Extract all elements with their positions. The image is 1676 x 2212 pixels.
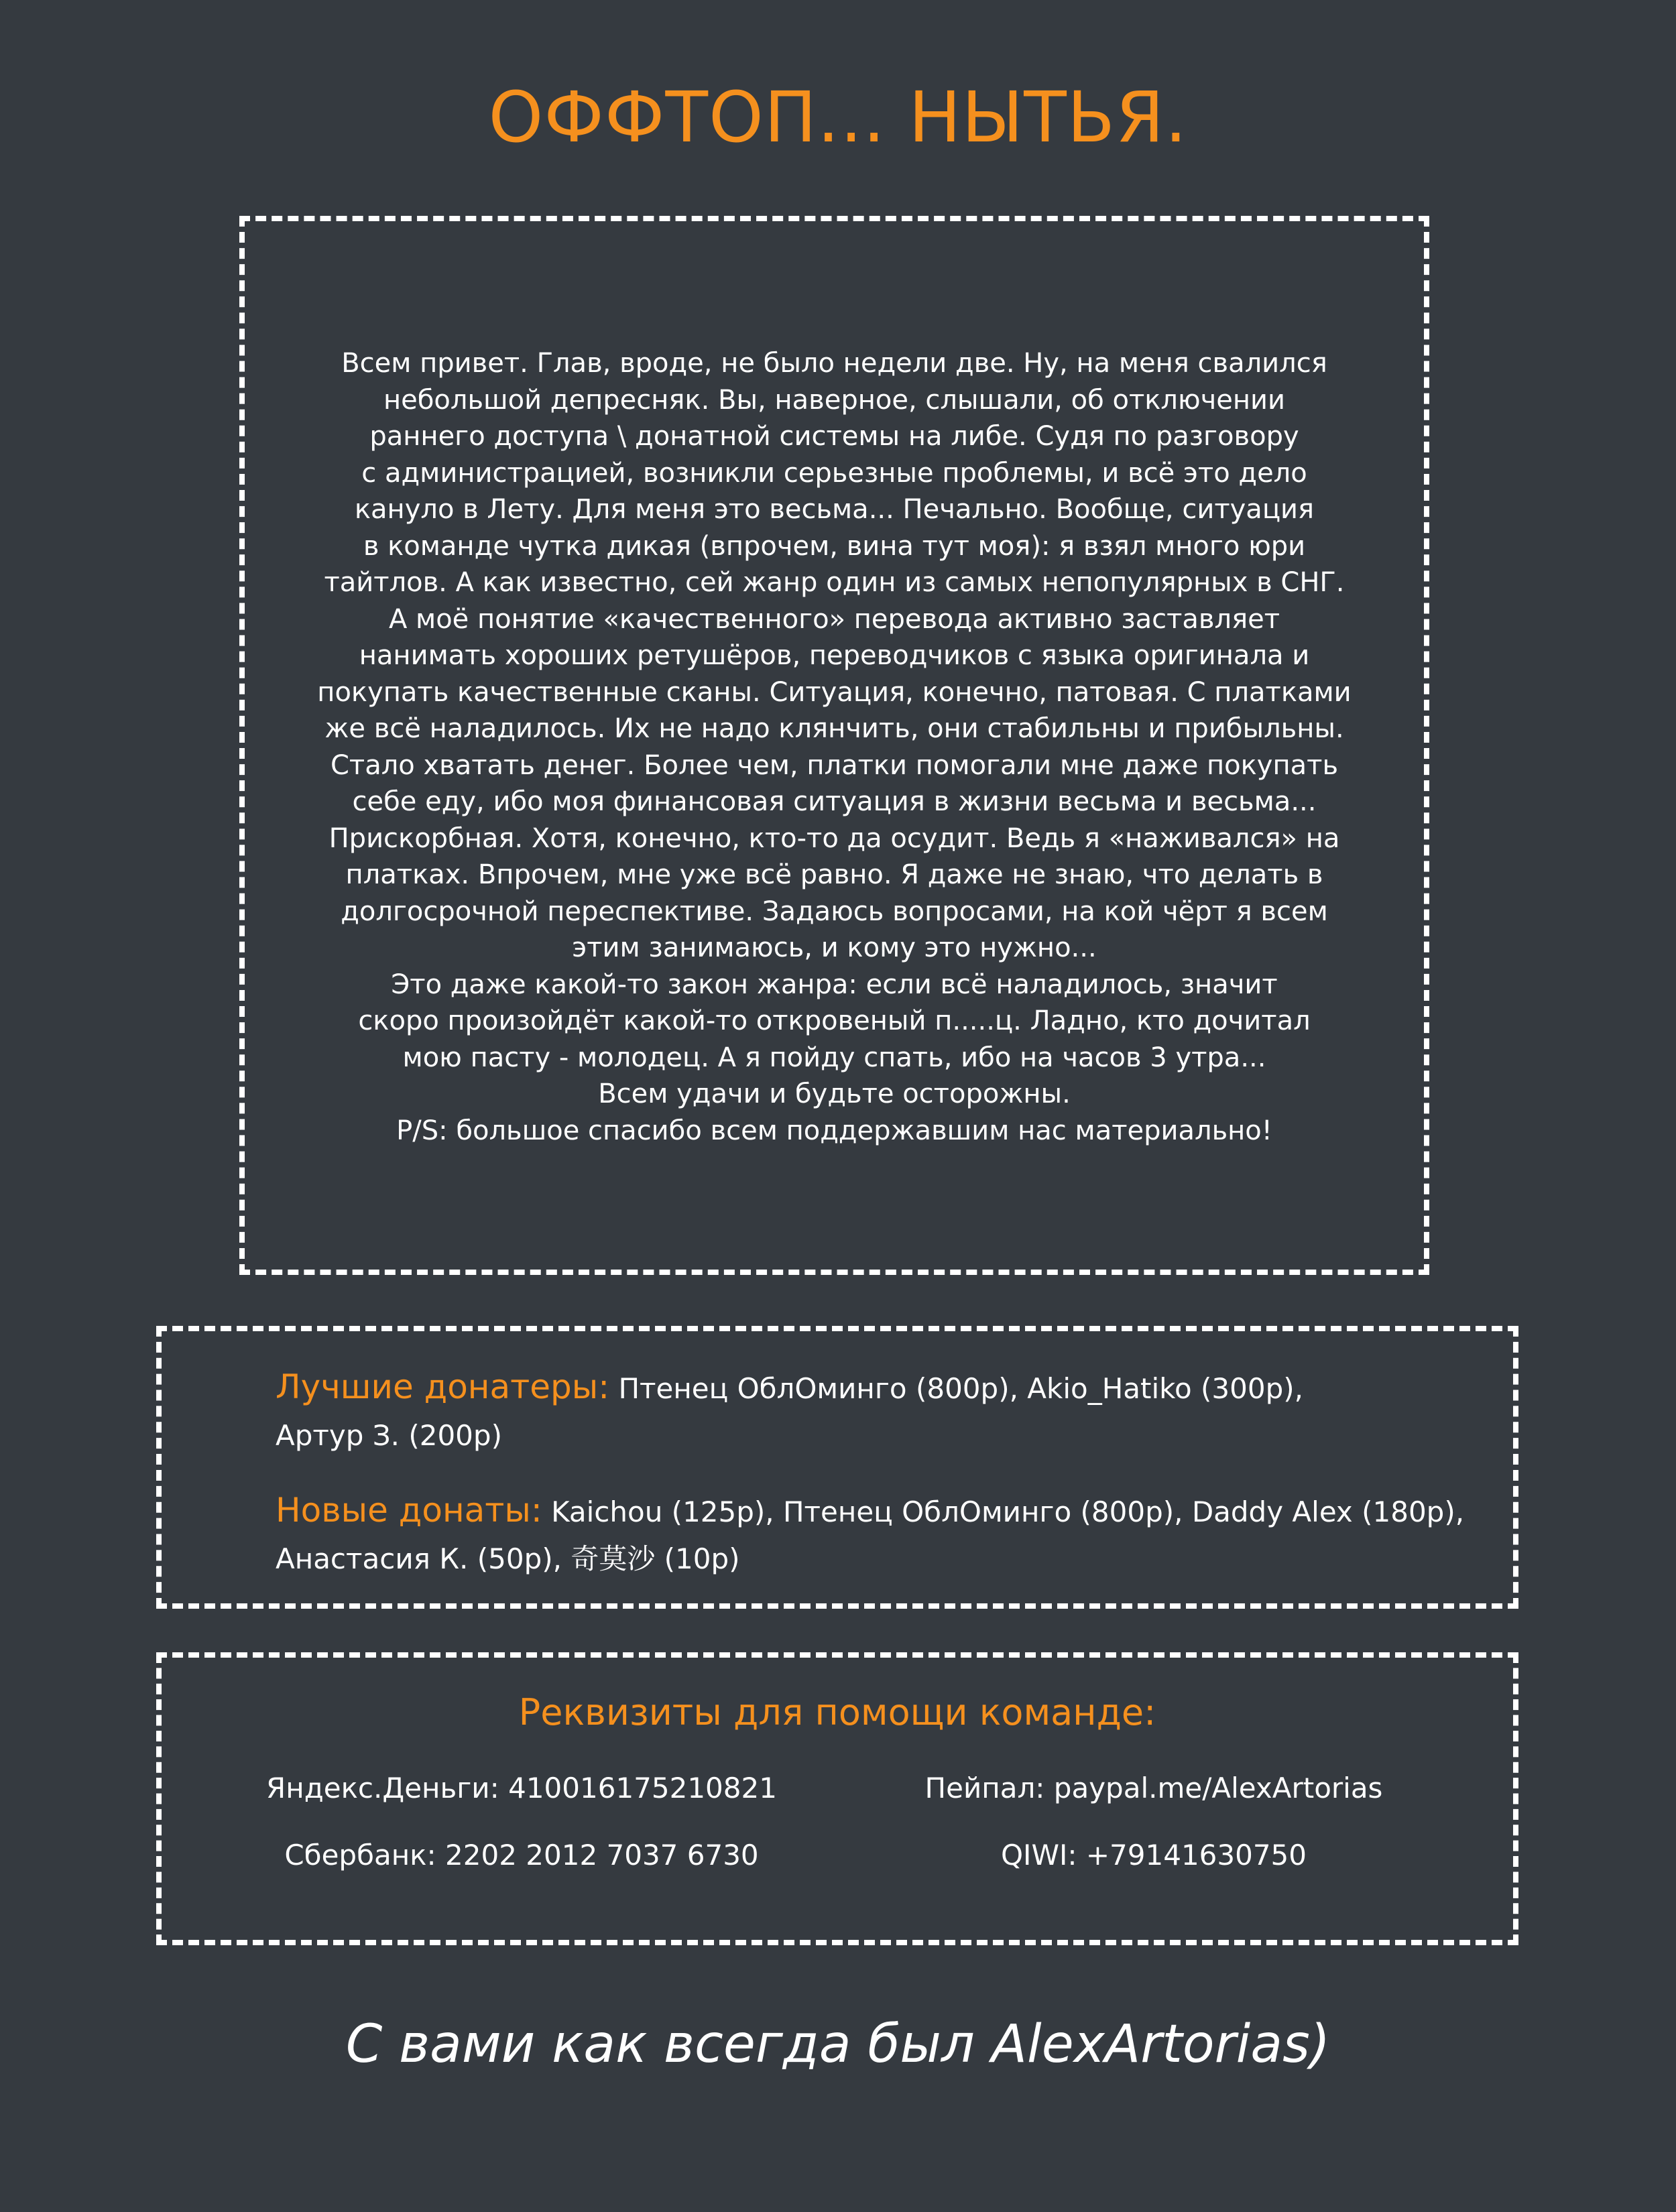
message-line: себе еду, ибо моя финансовая ситуация в жизни весьма и весьма... xyxy=(352,786,1317,817)
message-line: этим занимаюсь, и кому это нужно... xyxy=(572,932,1097,963)
new-donations-list-cont: Анастасия К. (50р), 奇莫沙 (10р) xyxy=(276,1542,740,1575)
best-donors-line xyxy=(276,1363,1486,1412)
new-donations-line xyxy=(276,1487,1486,1536)
message-line: мою пасту - молодец. А я пойду спать, ибо на часов 3 утра... xyxy=(402,1042,1266,1073)
message-line: в команде чутка дикая (впрочем, вина тут моя): я взял много юри xyxy=(363,530,1306,562)
message-box xyxy=(239,216,1429,1275)
message-line: кануло в Лету. Для меня это весьма... Печально. Вообще, ситуация xyxy=(354,494,1315,525)
yandex-money-requisite: Яндекс.Деньги: 410016175210821 xyxy=(266,1772,777,1804)
page-title: ОФФТОП... НЫТЬЯ. xyxy=(488,76,1188,158)
message-line: А моё понятие «качественного» перевода активно заставляет xyxy=(388,603,1280,635)
requisites-title: Реквизиты для помощи команде: xyxy=(518,1691,1156,1733)
best-donors-list: Птенец ОблОминго (800р), Akio_Hatiko (300р), xyxy=(618,1372,1303,1405)
message-line: Стало хватать денег. Более чем, платки помогали мне даже покупать xyxy=(330,749,1339,781)
message-line: нанимать хороших ретушёров, переводчиков с языка оригинала и xyxy=(359,640,1310,671)
message-line: Всем удачи и будьте осторожны. xyxy=(598,1079,1071,1109)
message-text xyxy=(258,345,1411,1149)
message-line: Всем привет. Глав, вроде, не было недели две. Ну, на меня свалился xyxy=(341,348,1327,379)
message-line: Это даже какой-то закон жанра: если всё наладилось, значит xyxy=(391,969,1278,1000)
message-line: раннего доступа \ донатной системы на либе. Судя по разговору xyxy=(369,421,1299,452)
best-donors-list-cont: Артур З. (200р) xyxy=(276,1419,502,1452)
best-donors-label: Лучшие донатеры: xyxy=(276,1367,610,1406)
best-donors xyxy=(276,1363,1486,1459)
requisites-box xyxy=(156,1652,1518,1945)
qiwi-requisite: QIWI: +79141630750 xyxy=(1001,1839,1307,1871)
new-donations-label: Новые донаты: xyxy=(276,1491,542,1530)
message-line: покупать качественные сканы. Ситуация, конечно, патовая. С платками xyxy=(317,676,1352,708)
donors-box xyxy=(156,1326,1518,1609)
new-donations-list: Kaichou (125р), Птенец ОблОминго (800р), Daddy Alex (180р), xyxy=(551,1495,1465,1528)
message-line: небольшой депресняк. Вы, наверное, слышали, об отключении xyxy=(383,384,1286,416)
message-line: скоро произойдёт какой-то откровеный п.....ц. Ладно, кто дочитал xyxy=(358,1005,1311,1036)
message-line: P/S: большое спасибо всем поддержавшим нас материально! xyxy=(396,1115,1272,1146)
new-donations xyxy=(276,1487,1486,1583)
message-line: тайтлов. А как известно, сей жанр один из самых непопулярных в СНГ. xyxy=(324,567,1345,598)
message-line: Прискорбная. Хотя, конечно, кто-то да осудит. Ведь я «наживался» на xyxy=(328,822,1340,854)
message-line: долгосрочной переспективе. Задаюсь вопросами, на кой чёрт я всем xyxy=(341,896,1328,927)
signature: С вами как всегда был AlexArtorias) xyxy=(345,2014,1331,2075)
paypal-requisite: Пейпал: paypal.me/AlexArtorias xyxy=(924,1772,1383,1804)
message-line: же всё наладилось. Их не надо клянчить, они стабильны и прибыльны. xyxy=(324,713,1344,744)
sberbank-requisite: Сбербанк: 2202 2012 7037 6730 xyxy=(284,1839,759,1871)
message-line: с администрацией, возникли серьезные проблемы, и всё это дело xyxy=(361,457,1307,489)
message-line: платках. Впрочем, мне уже всё равно. Я даже не знаю, что делать в xyxy=(345,859,1323,890)
